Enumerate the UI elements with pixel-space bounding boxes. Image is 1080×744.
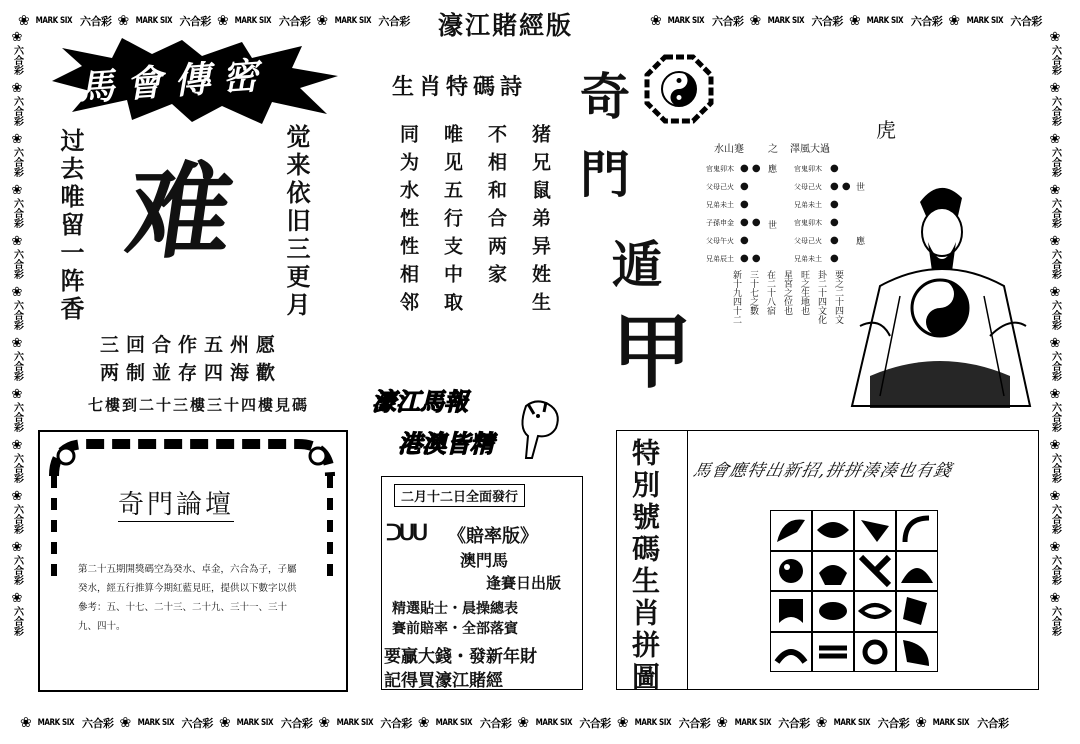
flower-icon: ❀: [1047, 387, 1063, 402]
flower-icon: ❀: [716, 715, 728, 731]
brand-cn: 六合彩: [11, 504, 23, 534]
brand-en: MARK SIX: [535, 718, 572, 728]
hex-mark-shi-left: 世: [768, 221, 778, 231]
puzzle-grid: [770, 510, 938, 672]
flower-icon: ❀: [9, 336, 25, 351]
flower-icon: ❀: [9, 81, 25, 96]
border-brand-chip: [117, 13, 210, 29]
flower-icon: ❀: [749, 13, 761, 29]
puzzle-tile: [770, 632, 812, 673]
flower-icon: ❀: [9, 183, 25, 198]
flower-icon: ❀: [316, 13, 328, 29]
forum-body: 第二十五期開獎碼空為癸水、卓金，六合為子，子屬癸水，經五行推算今期紅藍見旺，提供以下數字以供參考：五、十七、二十三、二十九、三十一、三十九、四十。: [78, 564, 297, 632]
haojiang-date-line: 二月十二日全面發行: [394, 484, 525, 507]
brand-en: MARK SIX: [933, 718, 970, 728]
brand-cn: 六合彩: [1049, 453, 1061, 483]
brand-cn: 六合彩: [1049, 147, 1061, 177]
border-brand-chip: [915, 715, 1008, 731]
brand-en: MARK SIX: [634, 718, 672, 728]
brand-cn: 六合彩: [11, 249, 23, 279]
flower-icon: ❀: [1047, 438, 1063, 453]
hex-right-row: 父母己火: [794, 183, 822, 191]
hex-right-row: 官鬼卯木: [794, 165, 822, 173]
brand-cn: 六合彩: [579, 717, 611, 730]
puzzle-tile: [854, 632, 896, 673]
border-brand-chip: [119, 715, 212, 731]
horse-banner-text: 馬會傳密: [77, 54, 272, 110]
hex-right-row: 父母己火: [794, 237, 822, 245]
flower-icon: ❀: [318, 715, 330, 731]
puzzle-tile: [812, 632, 854, 673]
brand-en: MARK SIX: [866, 16, 904, 26]
border-brand-chip: [217, 13, 310, 29]
page-title: 濠江賭經版: [438, 11, 574, 40]
brand-en: MARK SIX: [37, 718, 75, 728]
brand-cn: 六合彩: [278, 15, 311, 28]
hexagram-animal: 虎: [876, 118, 896, 142]
flower-icon: ❀: [218, 715, 231, 731]
brand-cn: 六合彩: [1049, 45, 1061, 75]
puzzle-tile: [812, 591, 854, 632]
zodiac-col-3: 唯见五行支中取: [441, 124, 463, 320]
puzzle-tile: [770, 591, 812, 632]
haojiang-slogan1: 要贏大錢・發新年財: [384, 647, 537, 667]
flower-icon: ❀: [1047, 540, 1063, 555]
hex-left-row: 子孫申金: [706, 219, 734, 227]
flower-icon: ❀: [1047, 591, 1063, 606]
border-brand-chip: [749, 13, 842, 29]
poem-big-char: 难: [119, 150, 241, 273]
flower-icon: ❀: [9, 30, 25, 45]
border-brand-chip: [10, 30, 25, 75]
hex-text-col: 旺之生地也: [799, 270, 809, 315]
brand-cn: 六合彩: [280, 717, 313, 730]
poem-left-col2: 觉来依旧三更月: [282, 124, 311, 320]
brand-cn: 六合彩: [1049, 555, 1061, 585]
puzzle-tile: [770, 551, 812, 592]
puzzle-tile: [854, 551, 896, 592]
brand-cn: 六合彩: [11, 147, 23, 177]
brand-en: MARK SIX: [236, 718, 274, 728]
hex-mark-ying-right: 應: [856, 237, 866, 247]
flower-icon: ❀: [18, 13, 30, 29]
brand-en: MARK SIX: [435, 718, 473, 728]
qimen-char-1: 奇: [580, 67, 630, 126]
brand-cn: 六合彩: [1010, 15, 1042, 28]
border-brand-chip: [1048, 336, 1063, 381]
border-brand-chip: [316, 13, 409, 29]
flower-icon: ❀: [417, 715, 430, 731]
flower-icon: ❀: [1047, 489, 1063, 504]
border-brand-chip: [10, 234, 25, 279]
hex-mark-shi-right: 世: [856, 183, 866, 193]
brand-cn: 六合彩: [81, 717, 114, 730]
flower-icon: ❀: [9, 285, 25, 300]
zodiac-col-1: 猪兄鼠弟异姓生: [529, 124, 551, 320]
flower-icon: ❀: [1047, 81, 1063, 96]
zodiac-col-4: 同为水性性相邻: [397, 124, 419, 320]
border-brand-chip: [849, 13, 942, 29]
flower-icon: ❀: [848, 13, 861, 29]
brand-en: MARK SIX: [135, 16, 172, 26]
puzzle-tile: [896, 510, 938, 551]
hex-right-row: 兄弟未土: [794, 201, 822, 209]
border-brand-chip: [1048, 30, 1063, 75]
haojiang-title-2: 港澳皆精: [398, 430, 494, 458]
hex-right-row: 官鬼卯木: [794, 219, 822, 227]
brand-cn: 六合彩: [11, 96, 23, 126]
zodiac-col-2: 不相和合两家: [485, 124, 507, 292]
border-brand-chip: [10, 438, 25, 483]
flower-icon: ❀: [616, 715, 629, 731]
zodiac-poem-title: 生肖特碼詩: [392, 75, 528, 100]
hex-text-col: 卦二十四文化: [816, 270, 826, 324]
hex-text-col: 三十七之數: [748, 270, 758, 315]
sage-illustration: [840, 176, 1040, 420]
flower-icon: ❀: [119, 715, 131, 731]
brand-cn: 六合彩: [678, 717, 711, 730]
border-brand-chip: [948, 13, 1041, 29]
hex-text-col: 要之二十四文: [833, 270, 843, 324]
border-brand-chip: [318, 715, 411, 731]
top-border: [18, 10, 410, 32]
brand-cn: 六合彩: [11, 45, 23, 75]
poem-line3: 七樓到二十三樓三十四樓見碼: [88, 396, 310, 414]
haojiang-line2: 賽前賠率・全部落賓: [392, 621, 518, 637]
flower-icon: ❀: [1047, 30, 1063, 45]
flower-icon: ❀: [915, 715, 927, 731]
border-brand-chip: [219, 715, 312, 731]
special-vertical-title: 特別號碼生肖拼圖: [628, 438, 661, 694]
hexagram-left-lines: ● ● ● ● ● ● ● ● ●: [740, 163, 761, 264]
flower-icon: ❀: [117, 13, 129, 29]
qimen-char-4: 甲: [612, 305, 692, 399]
brand-cn: 六合彩: [977, 717, 1009, 730]
border-brand-chip: [1048, 438, 1063, 483]
border-brand-chip: [1048, 132, 1063, 177]
brand-cn: 六合彩: [181, 717, 213, 730]
border-brand-chip: [617, 715, 710, 731]
puzzle-tile: [896, 551, 938, 592]
hex-mark-ying: 應: [768, 165, 778, 175]
brand-en: MARK SIX: [336, 718, 373, 728]
brand-cn: 六合彩: [11, 555, 23, 585]
flower-icon: ❀: [1047, 132, 1063, 147]
hex-text-col: 在二十八宿: [765, 270, 775, 315]
haojiang-slogan2: 記得買濠江賭經: [384, 671, 503, 691]
brand-en: MARK SIX: [35, 16, 73, 26]
bagua-yinyang-icon: [644, 54, 714, 124]
border-brand-chip: [1048, 183, 1063, 228]
hexagram-right-lines: ● ● ● ● ● ● ●: [830, 163, 851, 264]
flower-icon: ❀: [1047, 234, 1063, 249]
puzzle-tile: [812, 510, 854, 551]
puzzle-tile: [812, 551, 854, 592]
border-brand-chip: [10, 183, 25, 228]
border-brand-chip: [18, 13, 111, 29]
haojiang-line1: 精選貼士・晨操總表: [392, 601, 518, 617]
border-brand-chip: [10, 285, 25, 330]
brand-en: MARK SIX: [667, 16, 705, 26]
poem-line1: 三回合作五州愿: [100, 334, 283, 356]
flower-icon: ❀: [20, 715, 32, 731]
hexagram-header-right: 澤風大過: [790, 144, 830, 155]
puzzle-tile: [854, 591, 896, 632]
brand-cn: 六合彩: [79, 15, 112, 28]
border-brand-chip: [650, 13, 743, 29]
brand-cn: 六合彩: [380, 717, 412, 730]
border-brand-chip: [1048, 81, 1063, 126]
flower-icon: ❀: [9, 489, 25, 504]
bottom-border: [20, 712, 1060, 734]
macau-horse: 澳門馬: [460, 551, 509, 570]
hex-left-row: 父母己火: [706, 183, 734, 191]
border-brand-chip: [1048, 285, 1063, 330]
border-brand-chip: [1048, 540, 1063, 585]
brand-en: MARK SIX: [966, 16, 1003, 26]
flower-icon: ❀: [9, 591, 25, 606]
brand-cn: 六合彩: [1049, 504, 1061, 534]
flower-icon: ❀: [1047, 336, 1063, 351]
hexagram-header-mid: 之: [768, 144, 778, 155]
border-brand-chip: [10, 540, 25, 585]
border-brand-chip: [816, 715, 909, 731]
border-brand-chip: [10, 489, 25, 534]
border-brand-chip: [1048, 387, 1063, 432]
poem-line2: 两制並存四海歡: [100, 362, 283, 384]
hexagram-header-left: 水山蹇: [714, 144, 744, 155]
border-brand-chip: [10, 387, 25, 432]
flower-icon: ❀: [1047, 285, 1063, 300]
hexagram-right-rows: [794, 160, 822, 268]
border-brand-chip: [10, 81, 25, 126]
hex-left-row: 官鬼卯木: [706, 165, 734, 173]
brand-cn: 六合彩: [11, 351, 23, 381]
flower-icon: ❀: [948, 13, 960, 29]
brand-cn: 六合彩: [1049, 96, 1061, 126]
border-brand-chip: [20, 715, 113, 731]
flower-icon: ❀: [517, 715, 529, 731]
qimen-char-2: 門: [580, 145, 630, 204]
special-script-title: 馬會應特出新招,拼拼湊湊也有錢: [691, 461, 955, 481]
flower-icon: ❀: [9, 438, 25, 453]
brand-en: MARK SIX: [234, 16, 272, 26]
brand-en: MARK SIX: [767, 16, 804, 26]
puzzle-tile: [896, 591, 938, 632]
brand-en: MARK SIX: [833, 718, 871, 728]
odds-title: 《賠率版》: [448, 526, 538, 547]
right-border: [1044, 30, 1066, 710]
brand-en: MARK SIX: [734, 718, 771, 728]
flower-icon: ❀: [9, 540, 25, 555]
puzzle-tile: [770, 510, 812, 551]
brand-cn: 六合彩: [11, 402, 23, 432]
brand-en: MARK SIX: [334, 16, 371, 26]
brand-cn: 六合彩: [910, 15, 943, 28]
brand-cn: 六合彩: [778, 717, 810, 730]
brand-cn: 六合彩: [11, 300, 23, 330]
brand-cn: 六合彩: [378, 15, 410, 28]
top-border-right: [650, 10, 1042, 32]
puzzle-tile: [854, 510, 896, 551]
border-brand-chip: [1048, 489, 1063, 534]
hex-left-row: 父母午火: [706, 237, 734, 245]
brand-cn: 六合彩: [1049, 351, 1061, 381]
brand-cn: 六合彩: [1049, 198, 1061, 228]
left-border: [6, 30, 28, 710]
border-brand-chip: [418, 715, 511, 731]
border-brand-chip: [517, 715, 610, 731]
brand-cn: 六合彩: [11, 198, 23, 228]
brand-cn: 六合彩: [179, 15, 211, 28]
brand-cn: 六合彩: [1049, 606, 1061, 636]
hexagram-left-rows: [706, 160, 734, 268]
brand-cn: 六合彩: [479, 717, 512, 730]
hexagram-text: [730, 270, 845, 324]
flower-icon: ❀: [650, 13, 662, 29]
brand-en: MARK SIX: [137, 718, 174, 728]
hex-left-row: 兄弟辰土: [706, 255, 734, 263]
qimen-char-3: 遁: [612, 235, 662, 294]
border-brand-chip: [10, 336, 25, 381]
poem-left-col1: 过去唯留一阵香: [56, 128, 85, 324]
brand-cn: 六合彩: [711, 15, 744, 28]
brand-cn: 六合彩: [811, 15, 843, 28]
brand-cn: 六合彩: [877, 717, 910, 730]
flower-icon: ❀: [9, 387, 25, 402]
border-brand-chip: [716, 715, 809, 731]
flower-icon: ❀: [9, 234, 25, 249]
border-brand-chip: [1048, 234, 1063, 279]
flower-icon: ❀: [815, 715, 827, 731]
hex-left-row: 兄弟未土: [706, 201, 734, 209]
flower-icon: ❀: [1047, 183, 1063, 198]
hex-right-row: 兄弟未土: [794, 255, 822, 263]
border-brand-chip: [10, 132, 25, 177]
brand-cn: 六合彩: [1049, 249, 1061, 279]
hex-text-col: 新十九四十二: [731, 270, 741, 324]
brand-cn: 六合彩: [1049, 402, 1061, 432]
brand-cn: 六合彩: [1049, 300, 1061, 330]
flower-icon: ❀: [216, 13, 229, 29]
brand-cn: 六合彩: [11, 606, 23, 636]
border-brand-chip: [1048, 591, 1063, 636]
forum-title: 奇門論壇: [118, 484, 234, 522]
flower-icon: ❀: [9, 132, 25, 147]
brand-cn: 六合彩: [11, 453, 23, 483]
odds-logo-icon: ᑐᑌᑌ: [386, 520, 426, 546]
border-brand-chip: [10, 591, 25, 636]
hex-text-col: 星宮之位也: [782, 270, 792, 315]
horse-mascot-icon: [516, 398, 566, 464]
haojiang-title-1: 濠江馬報: [372, 388, 468, 416]
race-day: 逢賽日出版: [486, 574, 562, 592]
puzzle-tile: [896, 632, 938, 673]
